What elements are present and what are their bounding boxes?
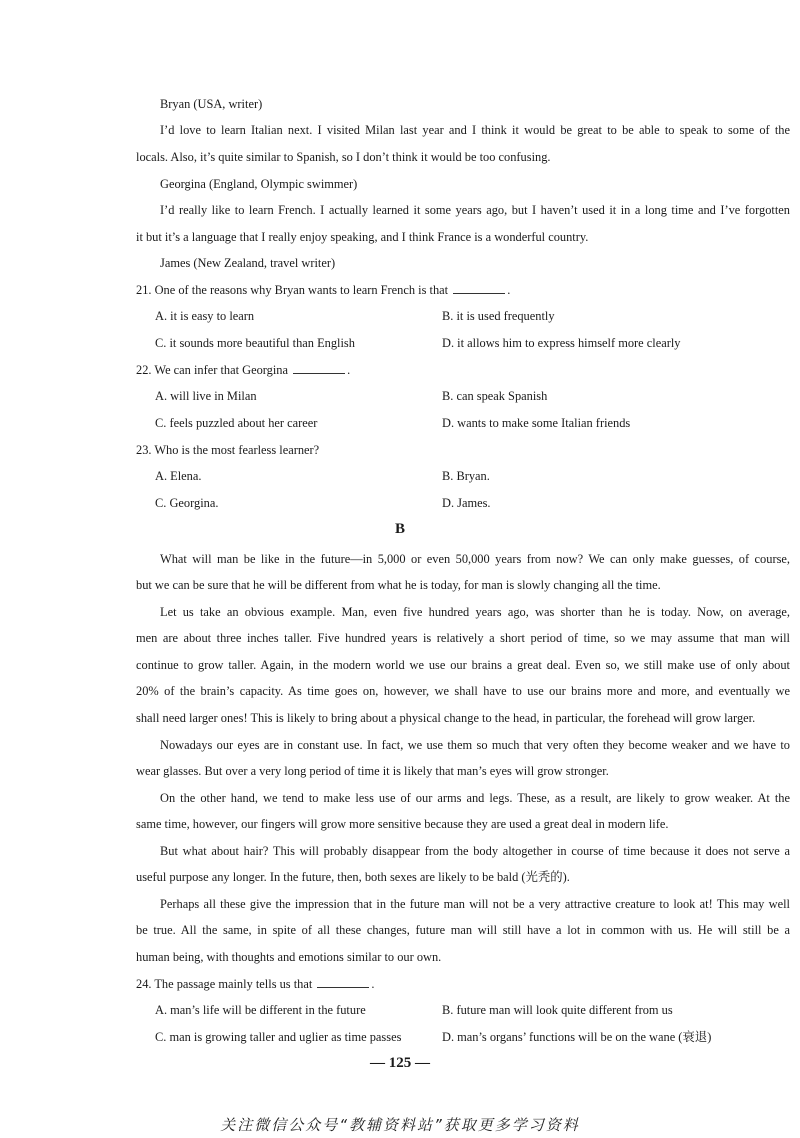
- q21-option-c: C. it sounds more beautiful than English: [155, 336, 355, 350]
- question-24-end: .: [371, 977, 375, 991]
- answer-blank: [453, 283, 505, 294]
- question-24-stem: 24. The passage mainly tells us that: [136, 977, 313, 991]
- james-text-line-1: I’d really like to learn French. I actually learned it some years ago, but I haven’t used it in a long time and I’ve forgotten: [160, 203, 790, 217]
- q22-option-d: D. wants to make some Italian friends: [442, 416, 631, 430]
- q21-option-a: A. it is easy to learn: [155, 309, 255, 323]
- question-23-stem: 23. Who is the most fearless learner?: [136, 443, 320, 457]
- b-para4-line-1: On the other hand, we tend to make less use of our arms and legs. These, as a result, are likely to grow weaker. At the: [160, 791, 790, 805]
- q24-option-d: D. man’s organs’ functions will be on the wane (衰退): [442, 1030, 712, 1044]
- georgina-text-line-2: locals. Also, it’s quite similar to Spanish, so I don’t think it would be too confusing.: [136, 150, 551, 164]
- speaker-georgina: Georgina (England, Olympic swimmer): [160, 177, 358, 191]
- question-24: [136, 976, 375, 992]
- q23-option-d: D. James.: [442, 496, 491, 510]
- page-number: — 125 —: [370, 1055, 430, 1071]
- question-22: [136, 362, 350, 378]
- b-para2-line-2: men are about three inches taller. Five hundred years is relatively a short period of time, so we may assume that man will: [136, 631, 790, 645]
- b-para4-line-2: same time, however, our fingers will grow more sensitive because they are used a great deal in modern life.: [136, 817, 669, 831]
- b-para1-line-1: What will man be like in the future—in 5,000 or even 50,000 years from now? We can only make guesses, of course,: [160, 552, 790, 566]
- b-para5-line-2: useful purpose any longer. In the future, then, both sexes are likely to be bald (光秃的).: [136, 870, 570, 884]
- q22-option-c: C. feels puzzled about her career: [155, 416, 318, 430]
- q24-option-c: C. man is growing taller and uglier as time passes: [155, 1030, 402, 1044]
- b-para2-line-3: continue to grow taller. Again, in the modern world we use our brains a great deal. Even so, we still make use of only about: [136, 658, 790, 672]
- q21-option-d: D. it allows him to express himself more clearly: [442, 336, 681, 350]
- georgina-text-line-1: I’d love to learn Italian next. I visited Milan last year and I think it would be great to be able to speak to some of the: [160, 123, 790, 137]
- answer-blank: [317, 977, 369, 988]
- question-21-stem: 21. One of the reasons why Bryan wants to learn French is that: [136, 283, 449, 297]
- b-para5-line-1: But what about hair? This will probably disappear from the body altogether in course of time because it does not serve a: [160, 844, 790, 858]
- question-21: [136, 282, 510, 298]
- question-22-stem: 22. We can infer that Georgina: [136, 363, 288, 377]
- speaker-james: James (New Zealand, travel writer): [160, 256, 336, 270]
- q21-option-b: B. it is used frequently: [442, 309, 555, 323]
- james-text-line-2: it but it’s a language that I really enjoy speaking, and I think France is a wonderful country.: [136, 230, 589, 244]
- b-para3-line-2: wear glasses. But over a very long period of time it is likely that man’s eyes will grow stronger.: [136, 764, 609, 778]
- b-para3-line-1: Nowadays our eyes are in constant use. In fact, we use them so much that very often they become weaker and we have to: [160, 738, 790, 752]
- answer-blank: [293, 363, 345, 374]
- b-para2-line-5: shall need larger ones! This is likely to bring about a physical change to the head, in particular, the forehead will grow larger.: [136, 711, 756, 725]
- question-22-end: .: [347, 363, 351, 377]
- q24-option-b: B. future man will look quite different from us: [442, 1003, 673, 1017]
- speaker-bryan: Bryan (USA, writer): [160, 97, 263, 111]
- b-para1-line-2: but we can be sure that he will be different from what he is today, for man is slowly changing all the time.: [136, 578, 661, 592]
- q22-option-b: B. can speak Spanish: [442, 389, 548, 403]
- b-para2-line-4: 20% of the brain’s capacity. As time goes on, however, we shall have to use our brains more and more, and eventually we: [136, 684, 790, 698]
- b-para2-line-1: Let us take an obvious example. Man, even five hundred years ago, was shorter than he is today. Now, on average,: [160, 605, 790, 619]
- q22-option-a: A. will live in Milan: [155, 389, 257, 403]
- q23-option-b: B. Bryan.: [442, 469, 490, 483]
- question-21-end: .: [507, 283, 511, 297]
- q24-option-a: A. man’s life will be different in the future: [155, 1003, 366, 1017]
- q23-option-a: A. Elena.: [155, 469, 202, 483]
- section-b-title: B: [394, 521, 405, 537]
- q23-option-c: C. Georgina.: [155, 496, 219, 510]
- b-para6-line-2: be true. All the same, in spite of all these changes, future man will still have a lot in common with us. He will still be a: [136, 923, 790, 937]
- b-para6-line-1: Perhaps all these give the impression that in the future man will not be a very attractive creature to look at! This may well: [160, 897, 790, 911]
- footer-promo-note: 关注微信公众号“教辅资料站”获取更多学习资料: [220, 1116, 580, 1134]
- b-para6-line-3: human being, with thoughts and emotions similar to our own.: [136, 950, 442, 964]
